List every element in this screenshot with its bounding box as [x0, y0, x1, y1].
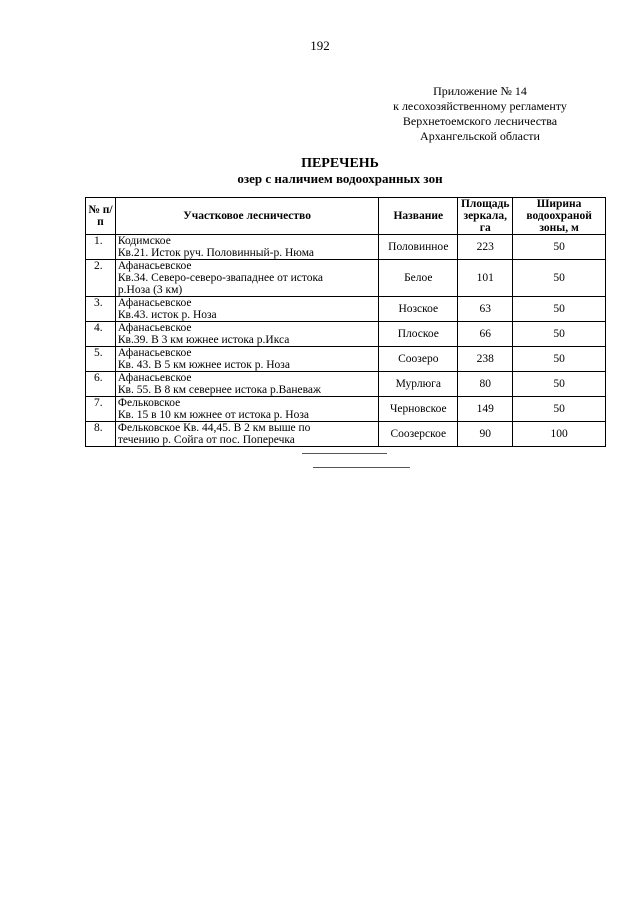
row-forestry — [115, 372, 378, 397]
row-lake-name: Нозское — [379, 297, 458, 322]
row-lake-name: Черновское — [379, 397, 458, 422]
row-forestry — [115, 322, 378, 347]
row-area: 66 — [458, 322, 513, 347]
table-row — [86, 297, 606, 322]
row-number: 3. — [86, 297, 116, 322]
appendix-line-2: к лесохозяйственному регламенту — [393, 99, 567, 113]
row-number: 4. — [86, 322, 116, 347]
header-name: Название — [379, 198, 458, 235]
row-zone-width: 50 — [513, 397, 606, 422]
row-area: 238 — [458, 347, 513, 372]
title-subtitle: озер с наличием водоохранных зон — [237, 171, 443, 186]
row-number: 7. — [86, 397, 116, 422]
table-row — [86, 347, 606, 372]
row-number: 1. — [86, 235, 116, 260]
forestry-line: Кв. 15 в 10 км южнее от истока р. Ноза — [117, 409, 309, 421]
row-area: 149 — [458, 397, 513, 422]
forestry-line: Кв.34. Северо-северо-звападнее от истока — [117, 272, 323, 284]
row-forestry — [115, 347, 378, 372]
forestry-line: Кв. 55. В 8 км севернее истока р.Ваневаж — [117, 384, 321, 396]
title-main: ПЕРЕЧЕНЬ — [301, 156, 379, 171]
row-forestry — [115, 397, 378, 422]
table-row — [86, 372, 606, 397]
forestry-line: Кодимское — [117, 235, 171, 247]
row-area: 101 — [458, 260, 513, 297]
table-header-row — [86, 198, 606, 235]
forestry-line: Кв.21. Исток руч. Половинный-р. Нюма — [117, 247, 315, 259]
forestry-line: Афанасьевское — [117, 297, 192, 309]
forestry-line: Афанасьевское — [117, 260, 192, 272]
table-row — [86, 422, 606, 447]
forestry-line: Кв. 43. В 5 км южнее исток р. Ноза — [117, 359, 290, 371]
row-zone-width: 50 — [513, 347, 606, 372]
row-zone-width: 50 — [513, 235, 606, 260]
table-row — [86, 260, 606, 297]
row-area: 80 — [458, 372, 513, 397]
separator-line — [313, 467, 410, 468]
forestry-line: Фельковское — [117, 397, 181, 409]
row-zone-width: 50 — [513, 297, 606, 322]
row-forestry — [115, 260, 378, 297]
forestry-line: Фельковское Кв. 44,45. В 2 км выше по — [117, 422, 311, 434]
page-number: 192 — [310, 38, 330, 53]
row-lake-name: Соозерское — [379, 422, 458, 447]
forestry-line: Афанасьевское — [117, 322, 192, 334]
row-zone-width: 50 — [513, 372, 606, 397]
table-row — [86, 235, 606, 260]
forestry-line: Афанасьевское — [117, 372, 192, 384]
row-lake-name: Соозеро — [379, 347, 458, 372]
row-area: 223 — [458, 235, 513, 260]
row-area: 63 — [458, 297, 513, 322]
row-number: 8. — [86, 422, 116, 447]
appendix-note — [360, 84, 600, 144]
row-zone-width: 50 — [513, 322, 606, 347]
forestry-line: р.Ноза (3 км) — [117, 284, 183, 296]
document-title — [0, 156, 640, 186]
row-zone-width: 50 — [513, 260, 606, 297]
row-lake-name: Белое — [379, 260, 458, 297]
table-body — [86, 235, 606, 447]
forestry-line: Кв.43. исток р. Ноза — [117, 309, 217, 321]
appendix-line-1: Приложение № 14 — [433, 84, 527, 98]
separator-line — [302, 453, 387, 454]
row-number: 6. — [86, 372, 116, 397]
row-forestry — [115, 297, 378, 322]
header-forestry: Участковое лесничество — [115, 198, 378, 235]
table-row — [86, 322, 606, 347]
row-lake-name: Плоское — [379, 322, 458, 347]
header-area: Площадь зеркала, га — [458, 198, 513, 235]
row-lake-name: Половинное — [379, 235, 458, 260]
row-lake-name: Мурлюга — [379, 372, 458, 397]
row-number: 2. — [86, 260, 116, 297]
header-width: Ширина водоохраной зоны, м — [513, 198, 606, 235]
table-row — [86, 397, 606, 422]
row-forestry — [115, 235, 378, 260]
appendix-line-4: Архангельской области — [420, 129, 540, 143]
forestry-line: Афанасьевское — [117, 347, 192, 359]
lakes-table — [85, 197, 606, 447]
appendix-line-3: Верхнетоемского лесничества — [402, 114, 558, 128]
forestry-line: Кв.39. В 3 км южнее истока р.Икса — [117, 334, 290, 346]
header-num: № п/п — [86, 198, 116, 235]
row-forestry — [115, 422, 378, 447]
row-zone-width: 100 — [513, 422, 606, 447]
row-number: 5. — [86, 347, 116, 372]
row-area: 90 — [458, 422, 513, 447]
forestry-line: течению р. Сойга от пос. Поперечка — [117, 434, 295, 446]
